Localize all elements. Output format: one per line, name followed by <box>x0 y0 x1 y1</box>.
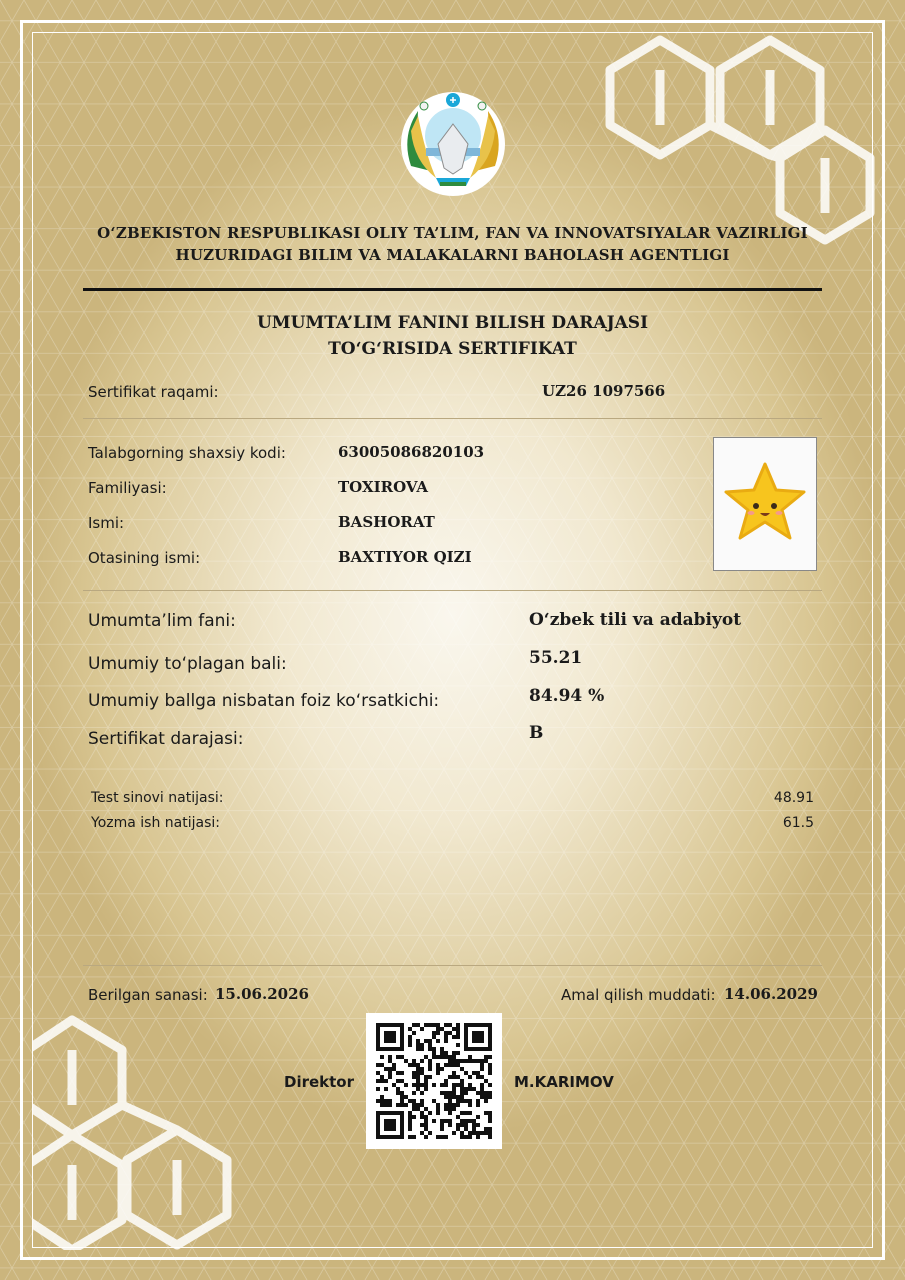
certificate-number-label: Sertifikat raqami: <box>88 383 219 401</box>
grade-label: Sertifikat darajasi: <box>88 729 244 749</box>
header-divider <box>83 288 822 291</box>
test-result-label: Test sinovi natijasi: <box>91 790 224 806</box>
qr-code-icon <box>366 1013 502 1149</box>
agency-name-line-2: HUZURIDAGI BILIM VA MALAKALARNI BAHOLASH AGENTLIGI <box>175 246 730 264</box>
surname-label: Familiyasi: <box>88 479 167 497</box>
issue-date: 15.06.2026 <box>215 985 309 1003</box>
subject: O‘zbek tili va adabiyot <box>529 610 742 630</box>
valid-until-label: Amal qilish muddati: <box>561 986 716 1004</box>
name-label: Ismi: <box>88 514 125 532</box>
director-title: Direktor <box>284 1073 355 1091</box>
test-result: 48.91 <box>773 790 814 806</box>
certificate-title-line-2: TO‘G‘RISIDA SERTIFIKAT <box>328 339 577 359</box>
personal-code-label: Talabgorning shaxsiy kodi: <box>88 444 286 462</box>
percent: 84.94 % <box>529 686 605 706</box>
agency-name-line-1: O‘ZBEKISTON RESPUBLIKASI OLIY TA’LIM, FAN VA INNOVATSIYALAR VAZIRLIGI <box>97 224 808 242</box>
divider <box>83 590 822 591</box>
divider <box>83 965 822 966</box>
state-emblem-icon <box>396 86 510 200</box>
grade: B <box>529 723 544 743</box>
first-name: BASHORAT <box>338 513 435 531</box>
star-face-icon <box>714 438 816 570</box>
subject-label: Umumta’lim fani: <box>88 611 236 631</box>
written-result-label: Yozma ish natijasi: <box>91 815 220 831</box>
certificate-title-line-1: UMUMTA’LIM FANINI BILISH DARAJASI <box>256 313 649 333</box>
patronymic-label: Otasining ismi: <box>88 549 201 567</box>
surname: TOXIROVA <box>338 478 428 496</box>
director-name: M.KARIMOV <box>514 1073 614 1091</box>
certificate-number: UZ26 1097566 <box>542 382 666 400</box>
divider <box>83 418 822 419</box>
issue-date-label: Berilgan sanasi: <box>88 986 208 1004</box>
patronymic: BAXTIYOR QIZI <box>338 548 472 566</box>
percent-label: Umumiy ballga nisbatan foiz ko‘rsatkichi: <box>88 691 440 711</box>
total-score: 55.21 <box>529 648 583 668</box>
written-result: 61.5 <box>782 815 814 831</box>
total-score-label: Umumiy to‘plagan bali: <box>88 654 287 674</box>
personal-code: 63005086820103 <box>338 443 485 461</box>
photo-frame <box>713 437 817 571</box>
valid-until: 14.06.2029 <box>724 985 818 1003</box>
